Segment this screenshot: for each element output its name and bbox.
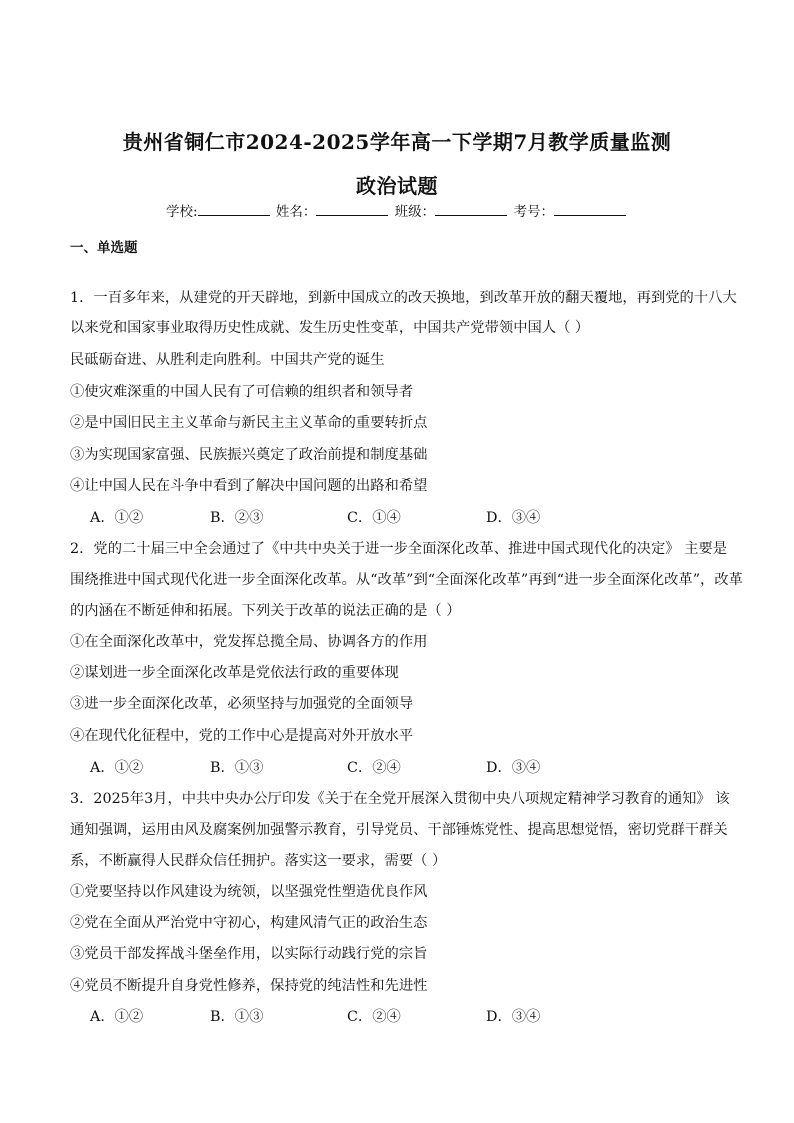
question-2-line-2: 围绕推进中国式现代化进一步全面深化改革。从“改革”到“全面深化改革”再到“进一步全面深化改革”，改革 bbox=[70, 572, 743, 588]
name-blank[interactable] bbox=[316, 201, 388, 216]
question-1-line-2: 以来党和国家事业取得历史性成就、发生历史性变革，中国共产党带领中国人（ ） bbox=[70, 320, 590, 336]
student-info-row bbox=[0, 200, 794, 220]
question-1-statement-3: ③为实现国家富强、民族振兴奠定了政治前提和制度基础 bbox=[70, 447, 428, 463]
name-label: 姓名： bbox=[275, 204, 317, 220]
question-3-option-b[interactable]: B．①③ bbox=[210, 1009, 264, 1025]
question-2-line-1: 2．党的二十届三中全会通过了《中共中央关于进一步全面深化改革、推进中国式现代化的决定》 主要是 bbox=[70, 541, 727, 557]
question-2-option-a[interactable]: A．①② bbox=[90, 760, 144, 776]
question-1-statement-4: ④让中国人民在斗争中看到了解决中国问题的出路和希望 bbox=[70, 478, 428, 494]
question-1-statement-2: ②是中国旧民主主义革命与新民主主义革命的重要转折点 bbox=[70, 415, 428, 431]
question-2-option-c[interactable]: C．②④ bbox=[347, 760, 401, 776]
exam-subtitle: 政治试题 bbox=[356, 174, 438, 198]
question-2-option-b[interactable]: B．①③ bbox=[210, 760, 264, 776]
school-label: 学校: bbox=[166, 204, 198, 220]
question-2-statement-1: ①在全面深化改革中，党发挥总揽全局、协调各方的作用 bbox=[70, 634, 428, 650]
question-2-option-d[interactable]: D．③④ bbox=[486, 760, 541, 776]
question-1-option-d[interactable]: D．③④ bbox=[486, 510, 541, 526]
question-3-statement-1: ①党要坚持以作风建设为统领，以坚强党性塑造优良作风 bbox=[70, 884, 428, 900]
school-blank[interactable] bbox=[198, 201, 270, 216]
question-3-statement-2: ②党在全面从严治党中守初心，构建风清气正的政治生态 bbox=[70, 915, 428, 931]
class-blank[interactable] bbox=[435, 201, 507, 216]
question-3-line-3: 系，不断赢得人民群众信任拥护。落实这一要求，需要（ ） bbox=[70, 853, 447, 869]
question-3-line-1: 3．2025年3月，中共中央办公厅印发《关于在全党开展深入贯彻中央八项规定精神学习教育的通知》 该 bbox=[70, 791, 730, 807]
question-3-option-c[interactable]: C．②④ bbox=[347, 1009, 401, 1025]
class-label: 班级： bbox=[394, 204, 436, 220]
exam-number-label: 考号： bbox=[513, 204, 554, 220]
question-3-statement-4: ④党员不断提升自身党性修养，保持党的纯洁性和先进性 bbox=[70, 978, 428, 994]
question-1-statement-1: ①使灾难深重的中国人民有了可信赖的组织者和领导者 bbox=[70, 384, 414, 400]
question-1-option-a[interactable]: A．①② bbox=[90, 510, 144, 526]
question-1-line-3: 民砥砺奋进、从胜利走向胜利。中国共产党的诞生 bbox=[70, 352, 385, 368]
question-2-statement-3: ③进一步全面深化改革，必须坚持与加强党的全面领导 bbox=[70, 696, 414, 712]
question-1-option-c[interactable]: C．①④ bbox=[347, 510, 401, 526]
question-1-line-1: 1．一百多年来，从建党的开天辟地，到新中国成立的改天换地，到改革开放的翻天覆地，再到党的十八大 bbox=[70, 290, 737, 306]
question-2-line-3: 的内涵在不断延伸和拓展。下列关于改革的说法正确的是（ ） bbox=[70, 603, 461, 619]
question-1-option-b[interactable]: B．②③ bbox=[210, 510, 264, 526]
exam-title: 贵州省铜仁市2024-2025学年高一下学期7月教学质量监测 bbox=[122, 130, 672, 154]
question-3-option-a[interactable]: A．①② bbox=[90, 1009, 144, 1025]
question-3-option-d[interactable]: D．③④ bbox=[486, 1009, 541, 1025]
question-3-statement-3: ③党员干部发挥战斗堡垒作用，以实际行动践行党的宗旨 bbox=[70, 946, 428, 962]
question-2-statement-4: ④在现代化征程中，党的工作中心是提高对外开放水平 bbox=[70, 728, 414, 744]
exam-number-blank[interactable] bbox=[554, 201, 626, 216]
section-heading: 一、单选题 bbox=[70, 240, 138, 256]
question-3-line-2: 通知强调，运用由风及腐案例加强警示教育，引导党员、干部锤炼党性、提高思想觉悟，密切党群干群关 bbox=[70, 822, 728, 838]
question-2-statement-2: ②谋划进一步全面深化改革是党依法行政的重要体现 bbox=[70, 665, 399, 681]
